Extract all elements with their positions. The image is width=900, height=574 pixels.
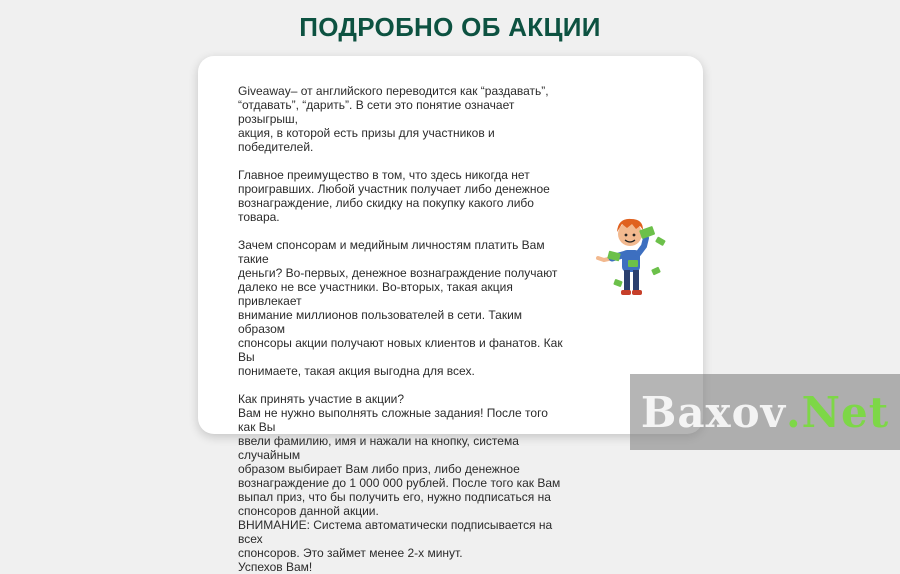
paragraph-why-sponsors-pay: Зачем спонсорам и медийным личностям платить Вам такие деньги? Во-первых, денежное вознаграждение получают далеко не все участники. Во-вторых, такая акция привлекает внимание миллионов пользователей в сети. Таким образом спонсоры акции получают новых клиентов и фанатов. Как Вы понимаете, такая акция выгодна для всех. [238,238,563,378]
watermark-dot: . [786,387,802,437]
page-title: ПОДРОБНО ОБ АКЦИИ [299,12,601,42]
paragraph-main-advantage: Главное преимущество в том, что здесь никогда нет проигравших. Любой участник получает либо денежное вознаграждение, либо скидку на покупку какого либо товара. [238,168,550,224]
info-card [198,56,703,574]
cartoon-boy-with-money-icon [594,208,670,304]
watermark-part2: Net [801,387,890,437]
paragraph-giveaway-definition: Giveaway– от английского переводится как “раздавать”, “отдавать”, “дарить”. В сети это понятие означает розыгрыш, акция, в которой есть призы для участников и победителей. [238,84,549,154]
watermark-part1: Baxov [640,387,787,437]
watermark-logo [630,374,900,450]
description-text [238,84,568,574]
paragraph-how-to-participate: Как принять участие в акции? Вам не нужно выполнять сложные задания! После того как Вы ввели фамилию, имя и нажали на кнопку, система случайным образом выбирает Вам либо приз, либо денежное вознаграждение до 1 000 000 рублей. После того как Вам выпал приз, что бы получить его, нужно подписаться на спонсоров данной акции. ВНИМАНИЕ: Система автоматически подписывается на всех спонсоров. Это займет менее 2-х минут. Успехов Вам! [238,392,561,574]
